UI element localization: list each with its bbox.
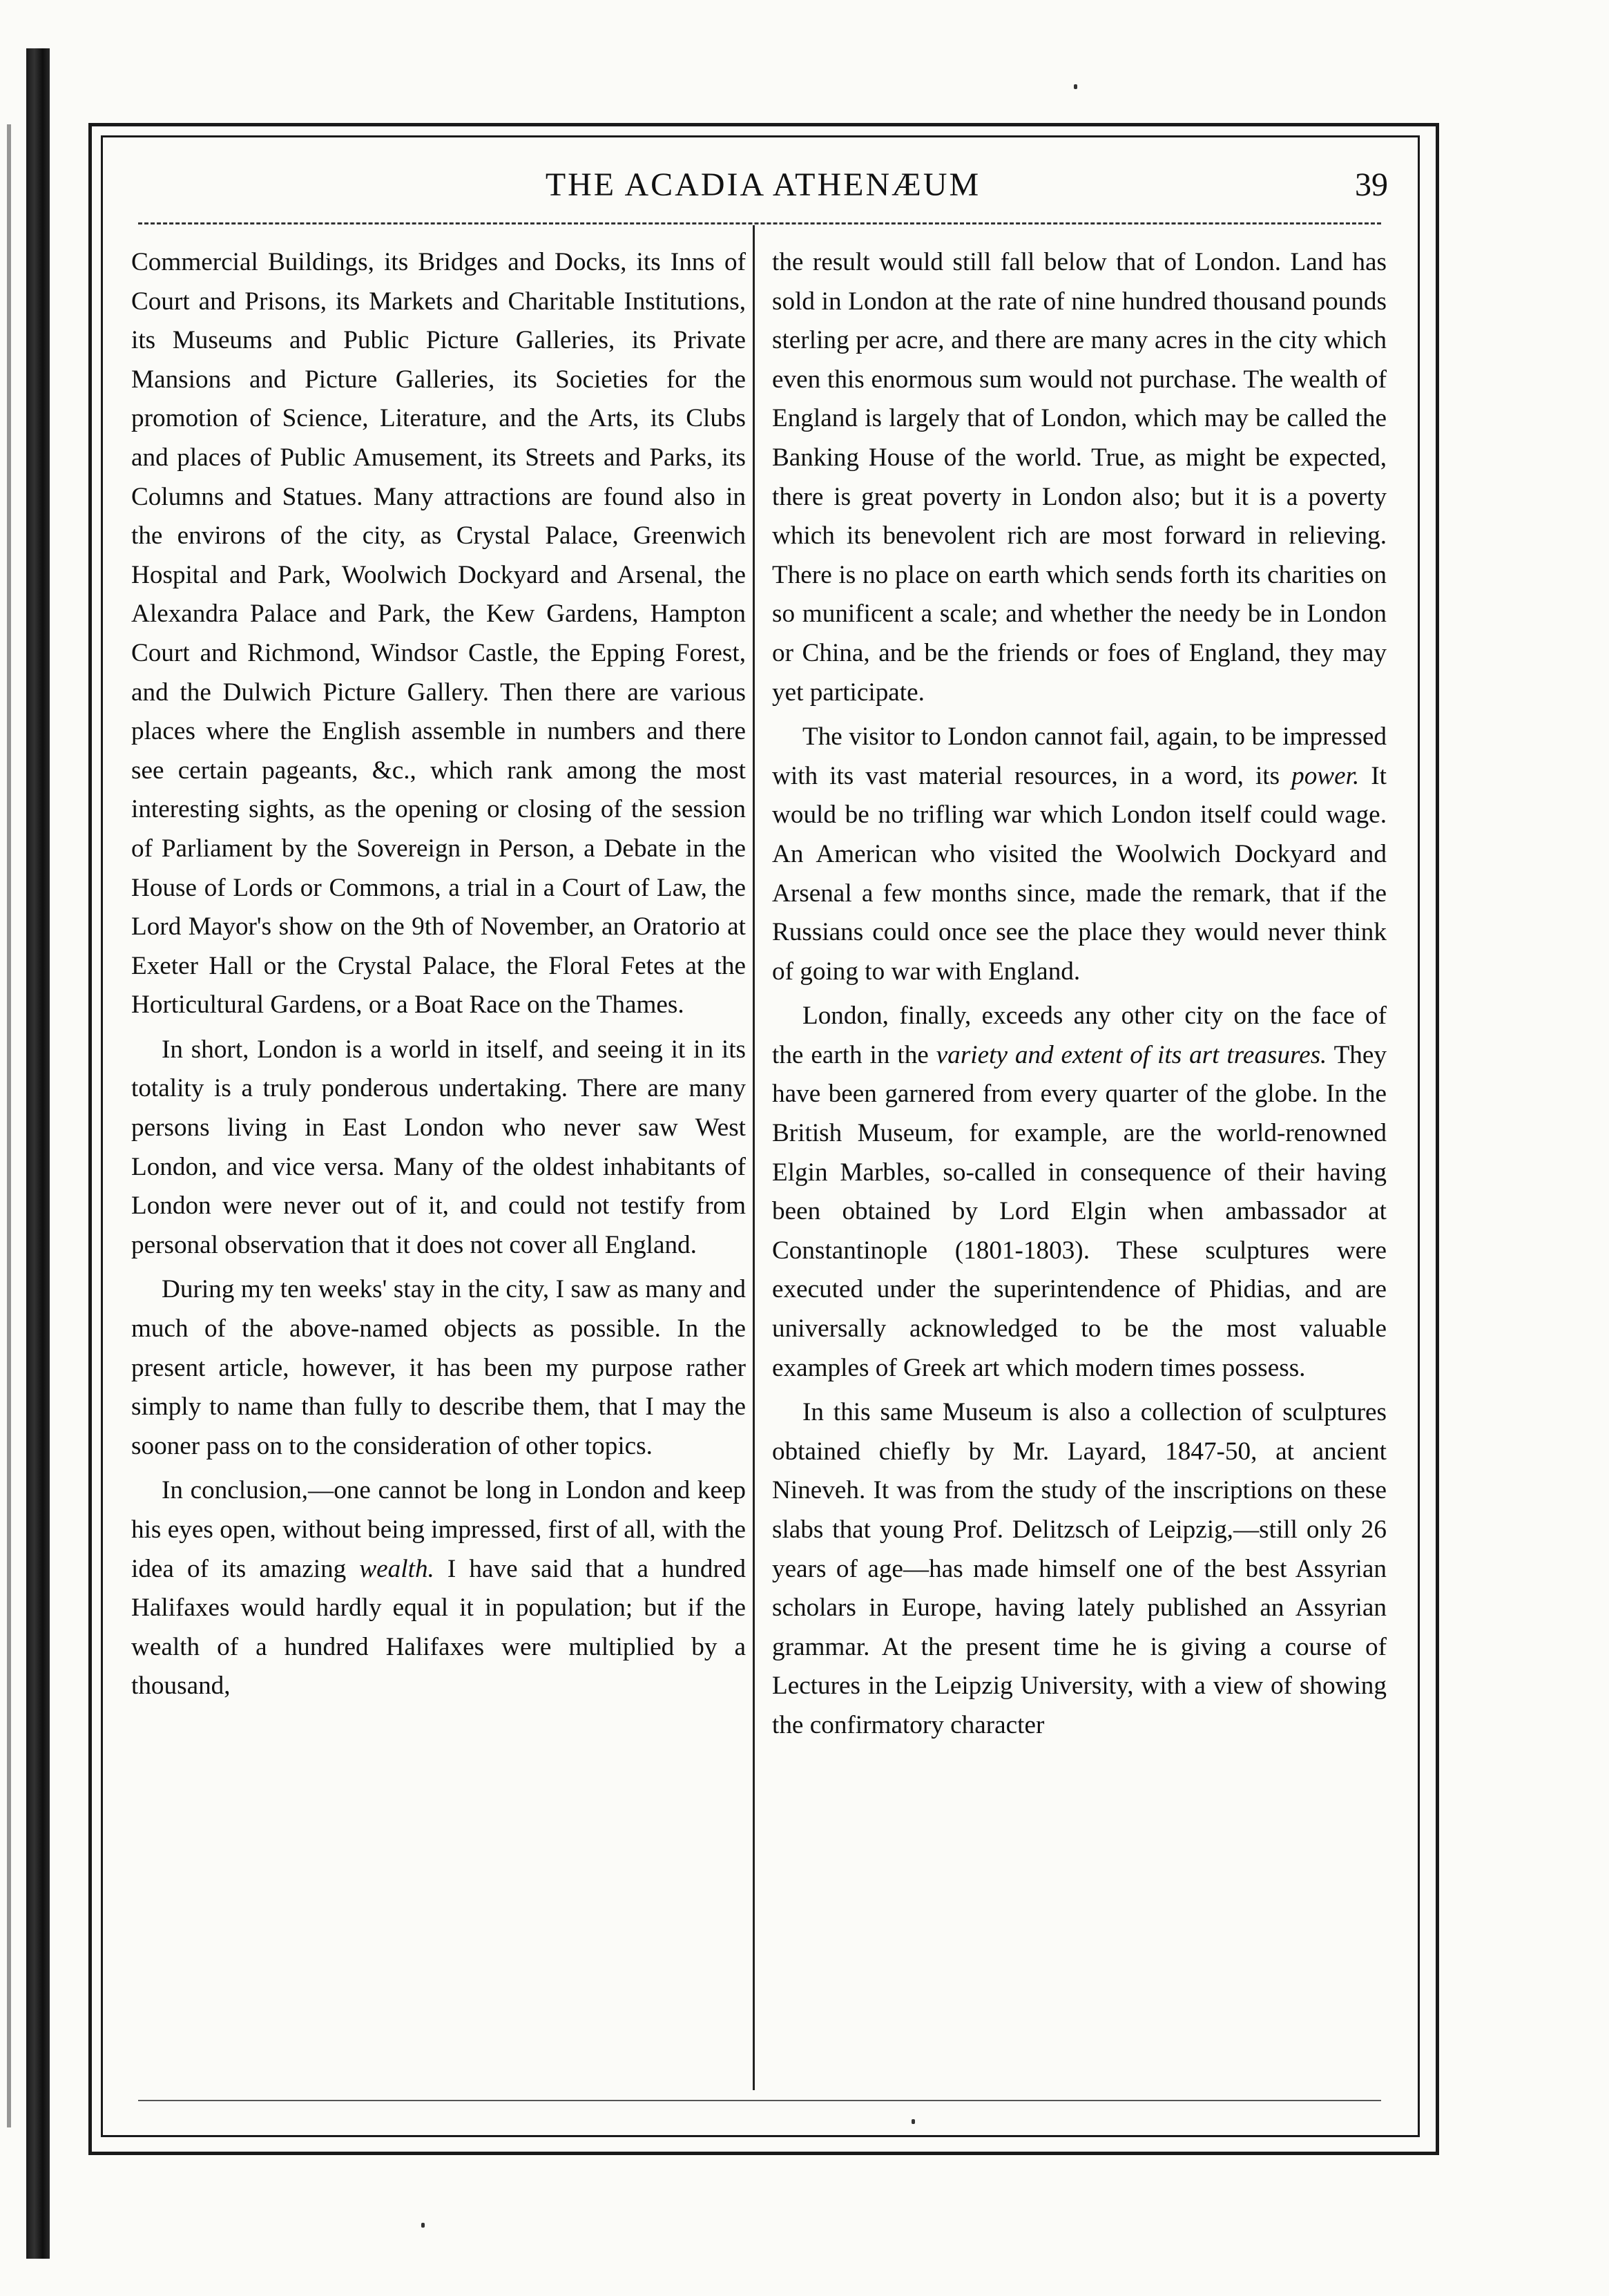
ink-speck xyxy=(1074,84,1077,89)
paragraph: In this same Museum is also a collection of sculptures obtained chiefly by Mr. Layard, 1847-50, at ancient Nineveh. It was from the study of the inscriptions on these slabs that young Prof. Delitzsch of Leipzig,—still only 26 years of age—has made himself one of the best Assyrian scholars in Europe, having lately published an Assyrian grammar. At the present time he is giving a course of Lectures in the Leipzig University, with a view of showing the confirmatory character xyxy=(772,1398,1387,1739)
emphasis-text: variety and extent of its art treasures. xyxy=(936,1040,1327,1069)
paragraph: In short, London is a world in itself, and seeing it in its totality is a truly ponderous undertaking. There are many persons living in East London who never saw West London, and vice versa. Many of the oldest inhabitants of London were never out of it, and could not testify from personal observation that it does not cover all England. xyxy=(131,1035,746,1259)
running-header xyxy=(138,160,1388,209)
paragraph: During my ten weeks' stay in the city, I saw as many and much of the above-named objects as possible. In the present article, however, it has been my purpose rather simply to name than fully to describe them, that I may the sooner pass on to the consideration of other topics. xyxy=(131,1275,746,1460)
bottom-rule xyxy=(138,2100,1381,2101)
ink-speck xyxy=(421,2223,425,2228)
paragraph-text: They have been garnered from every quarter of the globe. In the British Museum, for example, are the world-renowned Elgin Marbles, so-called in consequence of their having been obtained by Lord Elgin when ambassador at Constantinople (1801-1803). These sculptures were executed under the superintendence of Phidias, and are universally acknowledged to be the most valuable examples of Greek art which modern times possess. xyxy=(772,1040,1387,1382)
paragraph xyxy=(772,997,1387,1388)
left-column xyxy=(131,243,746,1706)
paragraph-text: London, finally, exceeds any other city on the face of the earth in the xyxy=(772,1002,1387,1069)
emphasis-text: power. xyxy=(1291,761,1360,790)
paragraph: the result would still fall below that of London. Land has sold in London at the rate of nine hundred thousand pounds sterling per acre, and there are many acres in the city which even this enormous sum would not purchase. The wealth of England is largely that of London, which may be called the Banking House of the world. True, as might be expected, there is great poverty in London also; but it is a poverty which its benevolent rich are most forward in relieving. There is no place on earth which sends forth its charities on so munificent a scale; and whether the needy be in London or China, and be the friends or foes of England, they may yet participate. xyxy=(772,248,1387,707)
paragraph xyxy=(131,1471,746,1706)
paragraph-text: In conclusion,—one cannot be long in London and keep his eyes open, without being impressed, first of all, with the idea of its amazing xyxy=(131,1476,746,1583)
paragraph: Commercial Buildings, its Bridges and Docks, its Inns of Court and Prisons, its Markets and Charitable Institutions, its Museums and Public Picture Galleries, its Private Mansions and Picture Galleries, its Societies for the promotion of Science, Literature, and the Arts, its Clubs and places of Public Amusement, its Streets and Parks, its Columns and Statues. Many attractions are found also in the environs of the city, as Crystal Palace, Greenwich Hospital and Park, Woolwich Dockyard and Arsenal, the Alexandra Palace and Park, the Kew Gardens, Hampton Court and Richmond, Windsor Castle, the Epping Forest, and the Dulwich Picture Gallery. Then there are various places where the English assemble in numbers and there see certain pageants, &c., which rank among the most interesting sights, as the opening or closing of the session of Parliament by the Sovereign in Person, a Debate in the House of Lords or Commons, a trial in a Court of Law, the Lord Mayor's show on the 9th of November, an Oratorio at Exeter Hall or the Crystal Palace, the Floral Fetes at the Horticultural Gardens, or a Boat Race on the Thames. xyxy=(131,248,746,1020)
ink-speck xyxy=(912,2119,915,2124)
paragraph-text: The visitor to London cannot fail, again, to be impressed with its vast material resources, in a word, its xyxy=(772,723,1387,790)
paragraph xyxy=(772,718,1387,991)
journal-title: THE ACADIA ATHENÆUM xyxy=(545,166,981,203)
column-divider xyxy=(753,225,755,2090)
paragraph-text: I have said that a hundred Halifaxes would hardly equal it in population; but if the wealth of a hundred Halifaxes were multiplied by a thousand, xyxy=(131,1554,746,1701)
right-column xyxy=(772,243,1387,1745)
header-rule xyxy=(138,222,1381,224)
binding-shadow-thin xyxy=(7,124,11,2127)
emphasis-text: wealth. xyxy=(359,1554,434,1583)
paragraph-text: It would be no trifling war which London itself could wage. An American who visited the Woolwich Dockyard and Arsenal a few months since, made the remark, that if the Russians could once see the place they would never think of going to war with England. xyxy=(772,761,1387,986)
page-number: 39 xyxy=(1355,166,1388,203)
book-binding-edge xyxy=(26,48,50,2259)
